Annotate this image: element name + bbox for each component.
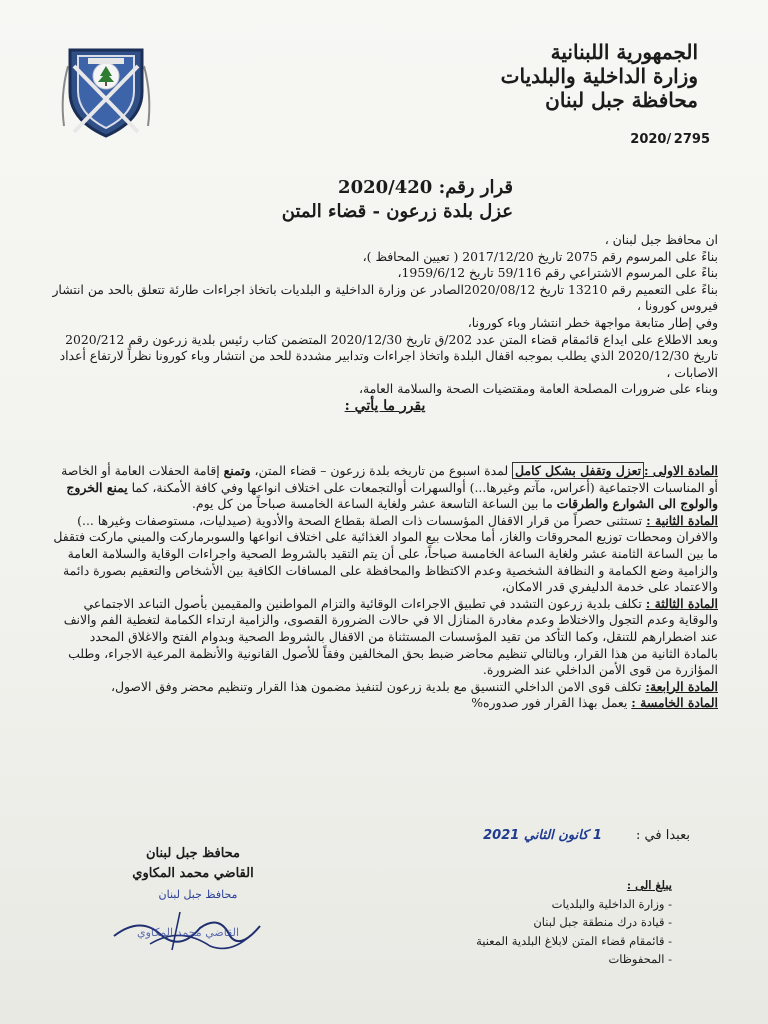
article-1-label: المادة الاولى : xyxy=(644,463,718,478)
preamble xyxy=(52,232,718,415)
distribution-heading: يبلغ الى : xyxy=(626,878,672,892)
article-1-text: إقامة الحفلات العامة أو الخاصة أو المناسبات الاجتماعية (أعراس، مآتم وغيرها...) أوالسهرات أوالتجمعات على اختلاف انواعها وفي كافة الأمكنة، كما xyxy=(61,463,718,495)
decision-title xyxy=(282,176,513,224)
preamble-line: وبناء على ضرورات المصلحة العامة ومقتضيات الصحة والسلامة العامة، xyxy=(359,381,718,397)
article-5-label: المادة الخامسة : xyxy=(631,695,718,711)
signatory xyxy=(118,844,268,884)
decision-number: 2020/420 xyxy=(338,177,433,198)
preamble-line: بناءً على المرسوم الاشتراعي رقم 59/116 تاريخ 1959/6/12، xyxy=(397,265,718,281)
governorate-name: محافظة جبل لبنان xyxy=(545,88,698,112)
preamble-line: وفي إطار متابعة مواجهة خطر انتشار وباء كورونا، xyxy=(467,314,718,330)
ministry-name: وزارة الداخلية والبلديات xyxy=(500,64,698,88)
preamble-line: ان محافظ جبل لبنان ، xyxy=(604,232,718,247)
stamp-line: محافظ جبل لبنان xyxy=(158,888,238,901)
date-label: بعبدا في : xyxy=(636,828,690,843)
country-name: الجمهورية اللبنانية xyxy=(550,40,698,64)
article-5-text: يعمل بهذا القرار فور صدوره% xyxy=(471,695,632,711)
article-3-label: المادة الثالثة : xyxy=(645,595,718,611)
article-1-emphasis: يمنع الخروج والولوج الى الشوارع والطرقات xyxy=(66,479,718,512)
article-4-label: المادة الرابعة: xyxy=(645,678,718,694)
article-1-boxed: تعزل وتقفل بشكل كامل xyxy=(512,462,644,479)
decision-subject: عزل بلدة زرعون - قضاء المتن xyxy=(281,201,513,222)
preamble-line: وبعد الاطلاع على ايداع قائمقام قضاء المتن عدد 202/ق تاريخ 2020/12/30 المتضمن كتاب رئيس بلدية زرعون رقم 2020/212 تاريخ 2020/12/30 الذي يطلب بموجبه اقفال البلدة واتخاذ اجراءات وتدابير مشددة للحد من انتشار وباء كورونا نظراً لارتفاع أعداد الاصابات ، xyxy=(59,331,718,380)
cedar-emblem-icon xyxy=(58,36,154,144)
articles xyxy=(52,463,718,712)
preamble-line: بناءً على التعميم رقم 13210 تاريخ 2020/08/12الصادر عن وزارة الداخلية و البلديات باتخاذ اجراءات طارئة تتعلق بالحد من انتشار فيروس كورونا ، xyxy=(52,281,718,314)
decision-number-line xyxy=(282,176,513,200)
distribution-list xyxy=(412,876,672,969)
distribution-item: - قيادة درك منطقة جبل لبنان xyxy=(412,913,672,932)
letterhead xyxy=(501,40,698,112)
reference-number: 2020/ 2795 xyxy=(630,132,710,147)
article-2 xyxy=(52,513,718,596)
issue-date xyxy=(483,828,690,843)
article-2-label: المادة الثانية : xyxy=(646,512,718,528)
handwritten-date: 1 كانون الثاني 2021 xyxy=(483,828,602,843)
signatory-name: القاضي محمد المكاوي xyxy=(132,866,254,881)
official-stamp xyxy=(128,888,268,901)
signatory-title: محافظ جبل لبنان xyxy=(145,846,241,861)
article-1 xyxy=(52,463,718,513)
article-1-text: لمدة اسبوع من تاريخه بلدة زرعون – قضاء المتن، xyxy=(250,463,513,478)
article-3-text: تكلف بلدية زرعون التشدد في تطبيق الاجراءات الوقائية والتزام المواطنين والمقيمين بأصول التباعد الاجتماعي والوقاية وعدم التجول والاختلاط وعدم مغادرة المنازل الا في حالات الضرورة القصوى، والزامية ارتداء الكمامة لتغطية الفم والانف عند اضطرارهم للتنقل، وكما التأكد من تقيد المؤسسات المستثناة من الاقفال بالشروط الصحية وبدوام الفتح والاغلاق المحدد بالمادة الثانية من هذا القرار، وبالتالي تنظيم محاضر ضبط بحق المخالفين وفقاً للأصول القانونية والأنظمة المرعية الاجراء، وطلب المؤازرة من قوى الأمن الداخلي عند الضرورة. xyxy=(63,595,718,678)
article-4-text: تكلف قوى الامن الداخلي التنسيق مع بلدية زرعون لتنفيذ مضمون هذا القرار وتنظيم محضر وفق الاصول، xyxy=(110,678,646,694)
distribution-item: - المحفوظات xyxy=(412,950,672,969)
article-5 xyxy=(52,695,718,712)
decision-number-label: قرار رقم: xyxy=(438,177,513,198)
distribution-item: - وزارة الداخلية والبلديات xyxy=(412,895,672,914)
article-3 xyxy=(52,596,718,679)
article-1-emphasis: وتمنع xyxy=(223,463,251,478)
article-4 xyxy=(52,679,718,696)
stamp-line: القاضي محمد المكاوي xyxy=(136,926,240,939)
decides-heading: يقرر ما يأتي : xyxy=(344,397,426,414)
article-1-text: ما بين الساعة التاسعة عشر ولغاية الساعة الخامسة صباحاً من كل يوم. xyxy=(191,496,557,512)
distribution-item: - قائمقام قضاء المتن لابلاغ البلدية المعنية xyxy=(412,932,672,951)
article-2-text: تستثنى حصراً من قرار الاقفال المؤسسات ذات الصلة بقطاع الصحة والأدوية (صيدليات، مستوصفات وغيرها ...) والافران ومحطات توزيع المحروقات والغاز، أما محلات بيع المواد الغذائية على اختلاف انواعها والسوبرماركت والميني ماركت فتقفل ما بين الساعة الثامنة عشر ولغاية الساعة الخامسة صباحاً، على أن يتم التقيد بالشروط الصحية واجراءات الوقاية والسلامة العامة والزامية وضع الكمامة و النظافة الشخصية وعدم الاكتظاظ والمحافظة على المسافات الكافية بين الأشخاص والتعقيم بصورة دائمة والاعتماد على خدمة الدليفري قدر الامكان، xyxy=(53,512,718,595)
preamble-line: بناءً على المرسوم رقم 2075 تاريخ 2017/12/20 ( تعيين المحافظ )، xyxy=(362,248,718,264)
